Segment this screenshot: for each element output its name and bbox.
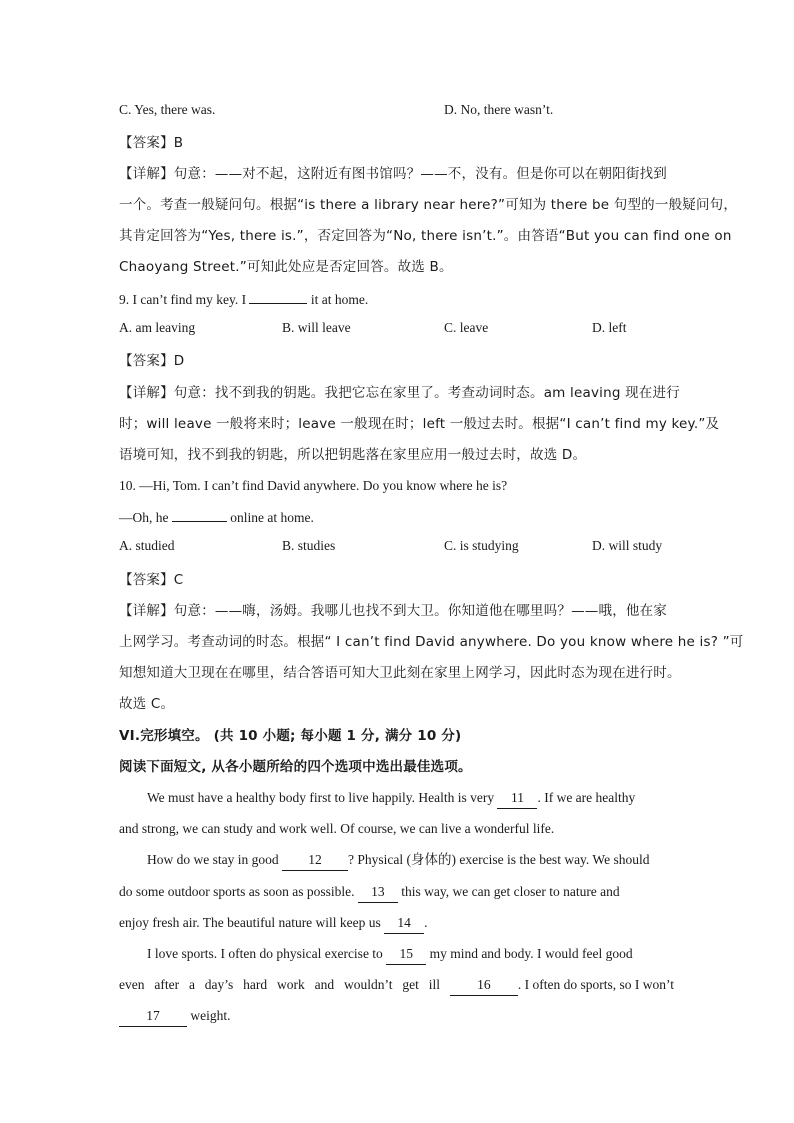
passage-p1-line-1	[147, 788, 679, 809]
q10-answer-blank	[172, 507, 227, 522]
passage-p3-line-2	[119, 975, 674, 996]
q10-option-c: C. is studying	[444, 538, 519, 553]
q8-detail-line-1: 【详解】句意：——对不起，这附近有图书馆吗？——不，没有。但是你可以在朝阳街找到	[119, 166, 667, 182]
q10-answer: 【答案】C	[119, 572, 184, 588]
passage-word: day’s	[204, 977, 234, 992]
q8-detail-line-4: Chaoyang Street.”可知此处应是否定回答。故选 B。	[119, 259, 453, 275]
q8-option-c: C. Yes, there was.	[119, 102, 216, 117]
passage-text: .	[424, 915, 428, 930]
passage-text: We must have a healthy body first to live happily. Health is very	[147, 790, 495, 805]
passage-text: weight.	[190, 1008, 231, 1023]
section-instruction: 阅读下面短文, 从各小题所给的四个选项中选出最佳选项。	[119, 759, 472, 775]
q9-option-c: C. leave	[444, 320, 489, 335]
passage-word: hard	[243, 977, 268, 992]
blank-11: 11	[497, 788, 537, 809]
q10-option-b: B. studies	[282, 538, 336, 553]
passage-word: and	[314, 977, 335, 992]
passage-text: . I often do sports, so I won’t	[517, 977, 674, 992]
q9-detail-line-2: 时；will leave 一般将来时；leave 一般现在时；left 一般过去时。根据“I can’t find my key.”及	[119, 416, 720, 432]
q8-detail-line-2: 一个。考查一般疑问句。根据“is there a library near here?”可知为 there be 句型的一般疑问句，	[119, 197, 738, 213]
passage-word: a	[188, 977, 195, 992]
passage-word: wouldn’t	[343, 977, 393, 992]
q8-option-d: D. No, there wasn’t.	[444, 102, 554, 117]
passage-text: my mind and body. I would feel good	[429, 946, 633, 961]
section-title: VI.完形填空。 (共 10 小题; 每小题 1 分, 满分 10 分)	[119, 728, 462, 744]
blank-17: 17	[119, 1006, 187, 1027]
q10-detail-line-2: 上网学习。考查动词的时态。根据“ I can’t find David anywhere. Do you know where he is? ”可	[119, 634, 744, 650]
passage-p1-line-2: and strong, we can study and work well. Of course, we can live a wonderful life.	[119, 821, 555, 836]
q9-stem-start: 9. I can’t find my key. I	[119, 292, 247, 307]
passage-text: this way, we can get closer to nature and	[401, 884, 620, 899]
q9-stem	[119, 289, 679, 310]
q10-detail-line-3: 知想知道大卫现在在哪里，结合答语可知大卫此刻在家里上网学习，因此时态为现在进行时。	[119, 665, 681, 681]
blank-16: 16	[450, 975, 518, 996]
q10-stem-end: online at home.	[230, 510, 314, 525]
passage-word: work	[277, 977, 305, 992]
q8-answer: 【答案】B	[119, 135, 184, 151]
q9-option-d: D. left	[592, 320, 627, 335]
passage-p2-line-1	[147, 850, 679, 871]
q10-stem-start: —Oh, he	[119, 510, 169, 525]
passage-text: ? Physical (身体的) exercise is the best way. We should	[348, 852, 650, 867]
q9-detail-line-3: 语境可知，找不到我的钥匙，所以把钥匙落在家里应用一般过去时，故选 D。	[119, 447, 587, 463]
q9-stem-end: it at home.	[310, 292, 369, 307]
passage-text: How do we stay in good	[147, 852, 279, 867]
passage-word: even	[119, 977, 145, 992]
passage-text: I love sports. I often do physical exercise to	[147, 946, 383, 961]
q9-answer: 【答案】D	[119, 353, 185, 369]
passage-p2-line-3	[119, 913, 679, 934]
q9-option-a: A. am leaving	[119, 320, 196, 335]
blank-13: 13	[358, 882, 398, 903]
passage-p2-line-2	[119, 882, 679, 903]
q10-stem-line-2	[119, 507, 679, 528]
passage-text: enjoy fresh air. The beautiful nature will keep us	[119, 915, 381, 930]
q9-detail-line-1: 【详解】句意：找不到我的钥匙。我把它忘在家里了。考查动词时态。am leaving 现在进行	[119, 385, 680, 401]
passage-word: after	[154, 977, 180, 992]
q9-option-b: B. will leave	[282, 320, 351, 335]
blank-12: 12	[282, 850, 348, 871]
passage-text: . If we are healthy	[537, 790, 636, 805]
q10-option-d: D. will study	[592, 538, 663, 553]
passage-word: get	[402, 977, 419, 992]
q10-stem-line-1: 10. —Hi, Tom. I can’t find David anywhere. Do you know where he is?	[119, 478, 508, 493]
blank-15: 15	[386, 944, 426, 965]
passage-p3-line-1	[147, 944, 679, 965]
q8-detail-line-3: 其肯定回答为“Yes, there is.”，否定回答为“No, there isn’t.”。由答语“But you can find one on	[119, 228, 732, 244]
q10-detail-line-1: 【详解】句意：——嗨，汤姆。我哪儿也找不到大卫。你知道他在哪里吗？——哦，他在家	[119, 603, 667, 619]
q9-answer-blank	[249, 289, 307, 304]
passage-p3-line-3	[119, 1006, 679, 1027]
blank-14: 14	[384, 913, 424, 934]
q10-option-a: A. studied	[119, 538, 175, 553]
passage-word: ill	[428, 977, 440, 992]
q10-detail-line-4: 故选 C。	[119, 696, 175, 712]
passage-text: do some outdoor sports as soon as possible.	[119, 884, 355, 899]
